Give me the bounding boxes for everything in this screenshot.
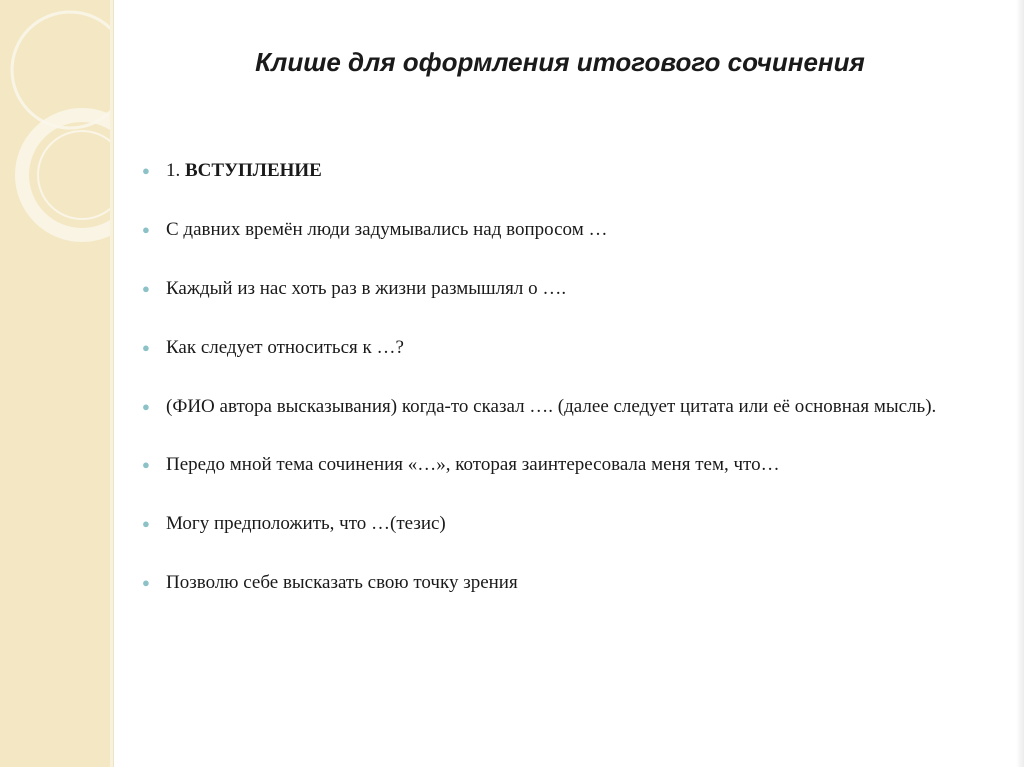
bullet-dot-icon: ● [142, 457, 150, 472]
bullet-text: Могу предположить, что …(тезис) [166, 513, 446, 534]
decorative-side-panel [0, 0, 110, 767]
bullet-text: Как следует относиться к …? [166, 337, 404, 358]
section-heading: ВСТУПЛЕНИЕ [185, 160, 322, 181]
list-item [140, 219, 940, 240]
list-item [140, 572, 940, 593]
bullet-list [140, 160, 940, 631]
bullet-text: С давних времён люди задумывались над вопросом … [166, 219, 608, 240]
bullet-text: (ФИО автора высказывания) когда-то сказал …. (далее следует цитата или её основная мысль). [166, 396, 937, 417]
bullet-text: Передо мной тема сочинения «…», которая заинтересовала меня тем, что… [166, 454, 780, 475]
list-item [140, 454, 940, 475]
list-item [140, 160, 940, 181]
slide-title: Клише для оформления итогового сочинения [255, 47, 865, 77]
list-item [140, 337, 940, 358]
list-item [140, 396, 940, 417]
decorative-rings-icon [0, 0, 110, 260]
list-item [140, 278, 940, 299]
bullet-dot-icon: ● [142, 575, 150, 590]
side-panel-divider [110, 0, 114, 767]
bullet-dot-icon: ● [142, 281, 150, 296]
slide-edge-shadow [1016, 0, 1024, 767]
bullet-dot-icon: ● [142, 163, 150, 178]
section-number: 1. [166, 160, 185, 181]
bullet-text: Позволю себе высказать свою точку зрения [166, 572, 518, 593]
bullet-dot-icon: ● [142, 222, 150, 237]
bullet-dot-icon: ● [142, 399, 150, 414]
bullet-text: Каждый из нас хоть раз в жизни размышлял о …. [166, 278, 567, 299]
bullet-text [166, 160, 322, 181]
bullet-dot-icon: ● [142, 340, 150, 355]
list-item [140, 513, 940, 534]
bullet-dot-icon: ● [142, 516, 150, 531]
